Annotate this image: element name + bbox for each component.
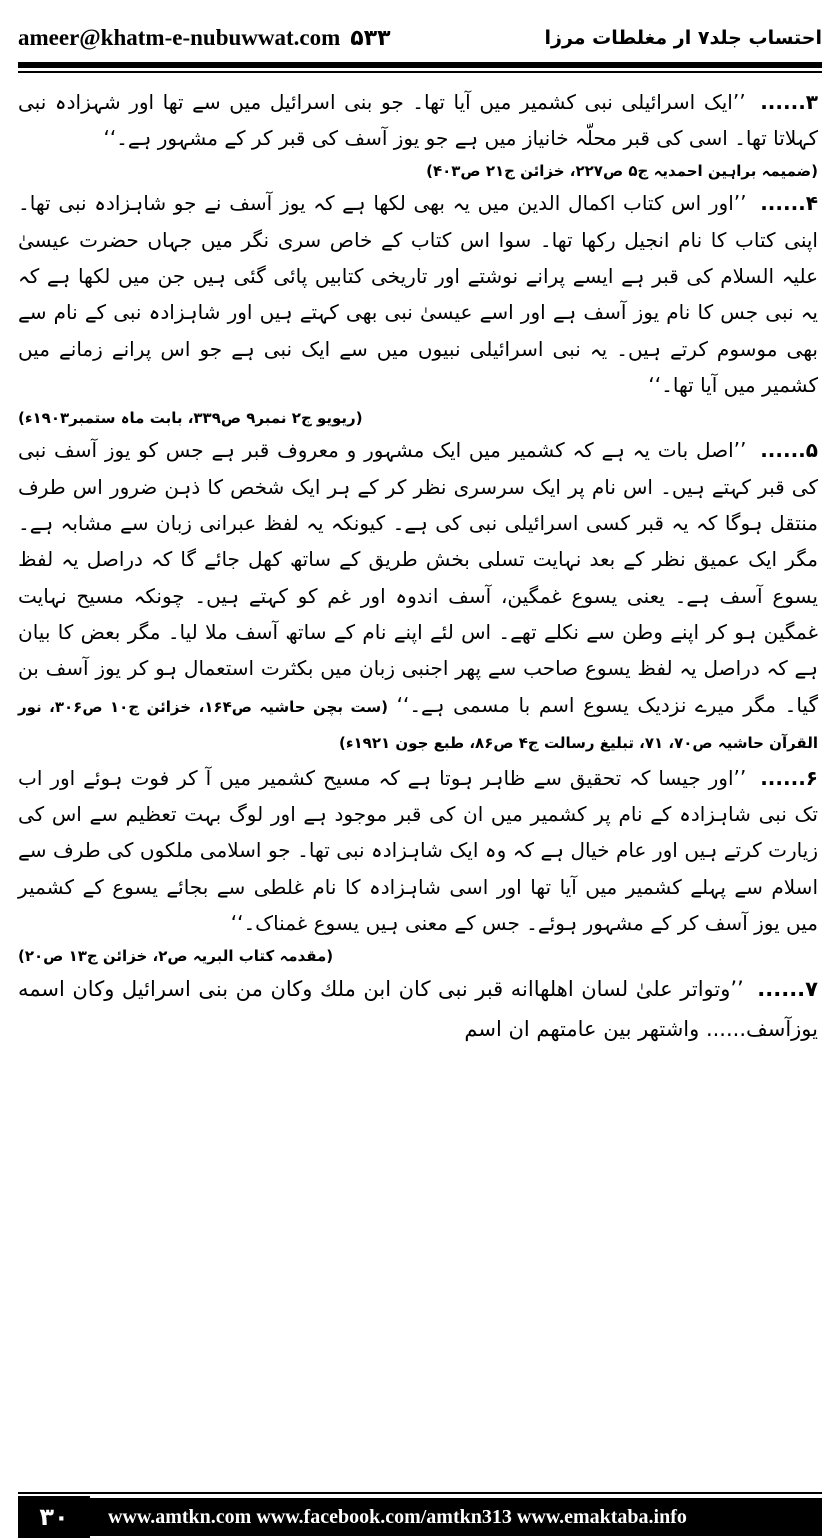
paragraph-number: ۶...... (760, 765, 819, 790)
page-footer (18, 1498, 822, 1536)
paragraph-number: ۴...... (760, 191, 818, 216)
citation: (مقدمہ کتاب البریہ ص۲، خزائن ج۱۳ ص۲۰) (18, 946, 334, 965)
header-rule-thin (18, 71, 822, 73)
paragraph-number: ۵...... (760, 438, 818, 463)
paragraph-number: ۷...... (757, 977, 818, 1002)
citation: (ست بچن حاشیہ ص۱۶۴، خزائن ج۱۰ ص۳۰۶، نور القرآن حاشیہ ص۷۰، ۷۱، تبلیغ رسالت ج۴ ص۸۶، طبع جون ۱۹۲۱ء) (18, 697, 818, 753)
main-text (18, 84, 818, 1490)
running-title: احتساب جلد۷ ار مغلطات مرزا (544, 27, 822, 49)
paragraph-text: ’’ایک اسرائیلی نبی کشمیر میں آیا تھا۔ جو بنی اسرائیل میں سے تھا اور شہزادہ نبی کہلاتا تھا۔ اسی کی قبر محلّہ خانیاز میں ہے جو یوز آسف کی قبر کر کے مشہور ہے۔‘‘ (18, 90, 818, 151)
citation: (ریویو ج۲ نمبر۹ ص۳۳۹، بابت ماہ ستمبر۱۹۰۳ء) (18, 408, 363, 427)
paragraph-5 (18, 432, 818, 760)
footer-rule (18, 1492, 822, 1494)
header-page-number: ۵۳۳ (350, 25, 391, 51)
footer-links: www.amtkn.com www.facebook.com/amtkn313 www.emaktaba.info (108, 1505, 687, 1528)
paragraph-4 (18, 185, 818, 403)
paragraph-6 (18, 760, 818, 942)
paragraph-7 (18, 970, 818, 1050)
paragraph-text: ’’اور اس کتاب اکمال الدین میں یہ بھی لکھا ہے کہ یوز آسف نے جو شاہزادہ نبی تھا۔ اپنی کتاب کا نام انجیل رکھا تھا۔ سوا اس کتاب کے خاص سری نگر میں جہاں حضرت عیسیٰ علیہ السلام کی قبر ہے ایسے پرانے نوشتے اور تاریخی کتابیں پائی گئی ہیں جن میں لکھا ہے کہ یہ نبی جس کا نام یوز آسف ہے اور اسے عیسیٰ نبی بھی کہتے ہیں اور شاہزادہ نبی کے نام سے بھی موسوم کرتے ہیں۔ یہ نبی اسرائیلی نبیوں میں سے ایک نبی ہے جو اس پرانے زمانے میں کشمیر میں آیا تھا۔‘‘ (18, 191, 818, 398)
header-email: ameer@khatm-e-nubuwwat.com (18, 25, 341, 50)
header-left (18, 25, 391, 51)
paragraph-number: ۳...... (760, 90, 819, 114)
paragraph-text: ’’وتواتر علیٰ لسان اهلهاانه قبر نبی کان ابن ملك وکان من بنی اسرائیل وکان اسمه یوزآسف...... واشتهر بین عامتهم ان اسم (18, 977, 818, 1041)
citation: (ضمیمہ براہین احمدیہ ج۵ ص۲۲۷، خزائن ج۲۱ ص۴۰۳) (426, 161, 818, 180)
header-rule-thick (18, 62, 822, 68)
paragraph-text: ’’اور جیسا کہ تحقیق سے ظاہر ہوتا ہے کہ مسیح کشمیر میں آ کر فوت ہوئے اور اب تک نبی شاہزادہ کے نام پر کشمیر میں ان کی قبر موجود ہے اور لوگ بہت تعظیم سے اس کی زیارت کرتے ہیں اور عام خیال ہے کہ وہ ایک شاہزادہ نبی تھا۔ جو اسلامی ملکوں کی طرف سے اسلام سے پہلے کشمیر میں آیا تھا اور اسی شاہزادہ کا نام غلطی سے بجائے یسوع کے کشمیر میں یوز آسف کر کے مشہور ہوئے۔ جس کے معنی ہیں یسوع غمناک۔‘‘ (18, 765, 818, 936)
footer-page-number: ۳۰ (18, 1496, 90, 1538)
page-header (18, 18, 822, 58)
paragraph-text: ’’اصل بات یہ ہے کہ کشمیر میں ایک مشہور و معروف قبر ہے جس کو یوز آسف نبی کی قبر کہتے ہیں۔ اس نام پر ایک سرسری نظر کر کے ہر ایک شخص کا ذہن ضرور اس طرف منتقل ہوگا کہ یہ قبر کسی اسرائیلی نبی کی ہے۔ کیونکہ یہ لفظ عبرانی زبان سے مشابہ ہے۔ مگر ایک عمیق نظر کے بعد نہایت تسلی بخش طریق کے ساتھ کھل جائے گا کہ دراصل یہ لفظ یسوع آسف ہے۔ یعنی یسوع غمگین، آسف اندوہ اور غم کو کہتے ہیں۔ چونکہ مسیح نہایت غمگین ہو کر اپنے وطن سے نکلے تھے۔ اس لئے اپنے نام کے ساتھ آسف ملا لیا۔ مگر بعض کا بیان ہے کہ دراصل یہ لفظ یسوع صاحب سے پھر اجنبی زبان میں بکثرت استعمال ہو کر یوز آسف بن گیا۔ مگر میرے نزدیک یسوع اسم با مسمی ہے۔‘‘ (18, 438, 818, 717)
paragraph-3 (18, 84, 818, 157)
